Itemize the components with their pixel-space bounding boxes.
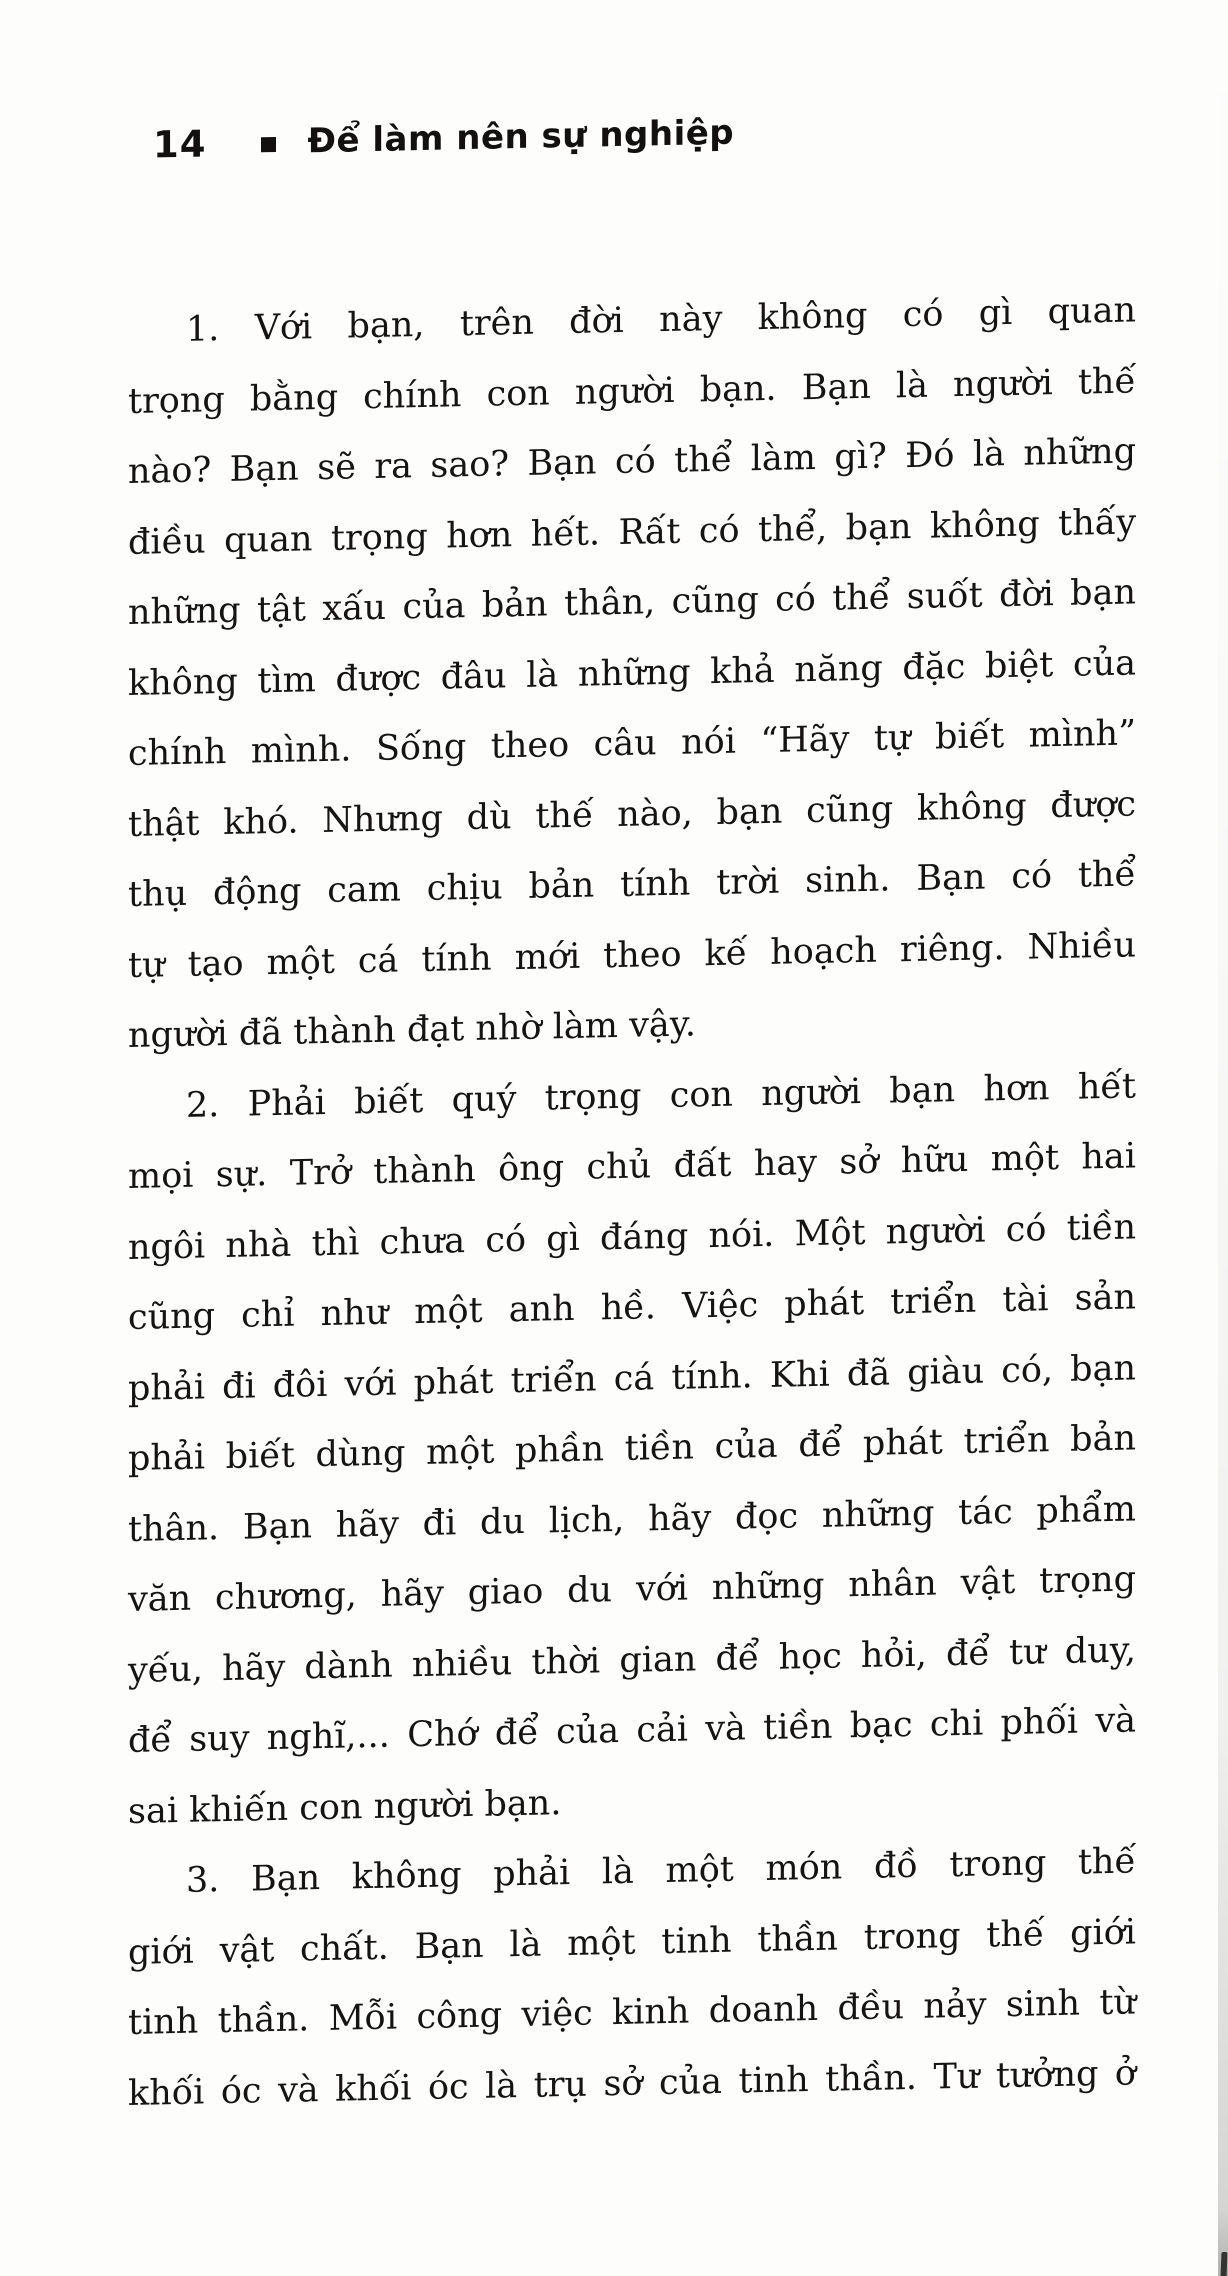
text-line: văn chương, hãy giao du với những nhân vật trọng <box>128 1559 1136 1620</box>
text-line: khối óc và khối óc là trụ sở của tinh thần. Tư tưởng ở <box>128 2052 1136 2114</box>
text-line: chính mình. Sống theo câu nói “Hãy tự biết mình” <box>128 713 1136 774</box>
text-line: những tật xấu của bản thân, cũng có thể suốt đời bạn <box>128 572 1136 633</box>
text-line: người đã thành đạt nhờ làm vậy. <box>128 1004 696 1056</box>
text-line: thụ động cam chịu bản tính trời sinh. Bạn có thể <box>128 854 1136 915</box>
book-title: Để làm nên sự nghiệp <box>307 112 735 162</box>
text-line: 3. Bạn không phải là một món đồ trong thế <box>186 1841 1136 1901</box>
text-line: tự tạo một cá tính mới theo kế hoạch riêng. Nhiều <box>128 924 1136 986</box>
text-line: phải biết dùng một phần tiền của để phát triển bản <box>128 1418 1136 1479</box>
text-line: tinh thần. Mỗi công việc kinh doanh đều nảy sinh từ <box>128 1982 1136 2043</box>
text-line: để suy nghĩ,... Chớ để của cải và tiền bạc chi phối và <box>128 1700 1136 1761</box>
text-line: cũng chỉ như một anh hề. Việc phát triển tài sản <box>128 1277 1136 1338</box>
running-header <box>153 108 734 170</box>
text-line: giới vật chất. Bạn là một tinh thần trong thế giới <box>128 1911 1136 1973</box>
text-line: ngôi nhà thì chưa có gì đáng nói. Một người có tiền <box>128 1206 1136 1268</box>
body-text <box>128 275 1136 2129</box>
text-line: không tìm được đâu là những khả năng đặc biệt của <box>128 642 1136 704</box>
scan-corner-artifact <box>1221 2252 1228 2276</box>
text-line: sai khiến con người bạn. <box>128 1782 562 1832</box>
text-line: thân. Bạn hãy đi du lịch, hãy đọc những tác phẩm <box>128 1488 1136 1550</box>
text-line: trọng bằng chính con người bạn. Bạn là người thế <box>128 360 1136 422</box>
text-line: yếu, hãy dành nhiều thời gian để học hỏi, để tư duy, <box>128 1629 1136 1691</box>
text-line: 1. Với bạn, trên đời này không có gì quan <box>186 290 1136 350</box>
text-line: điều quan trọng hơn hết. Rất có thể, bạn không thấy <box>128 501 1136 563</box>
text-line: nào? Bạn sẽ ra sao? Bạn có thể làm gì? Đó là những <box>128 431 1136 492</box>
text-line: thật khó. Nhưng dù thế nào, bạn cũng không được <box>128 783 1136 845</box>
text-line: phải đi đôi với phát triển cá tính. Khi đã giàu có, bạn <box>128 1347 1136 1409</box>
page-number: 14 <box>153 121 207 166</box>
square-bullet-icon <box>261 136 276 151</box>
text-line: mọi sự. Trở thành ông chủ đất hay sở hữu một hai <box>128 1136 1136 1197</box>
text-line: 2. Phải biết quý trọng con người bạn hơn hết <box>186 1065 1136 1126</box>
